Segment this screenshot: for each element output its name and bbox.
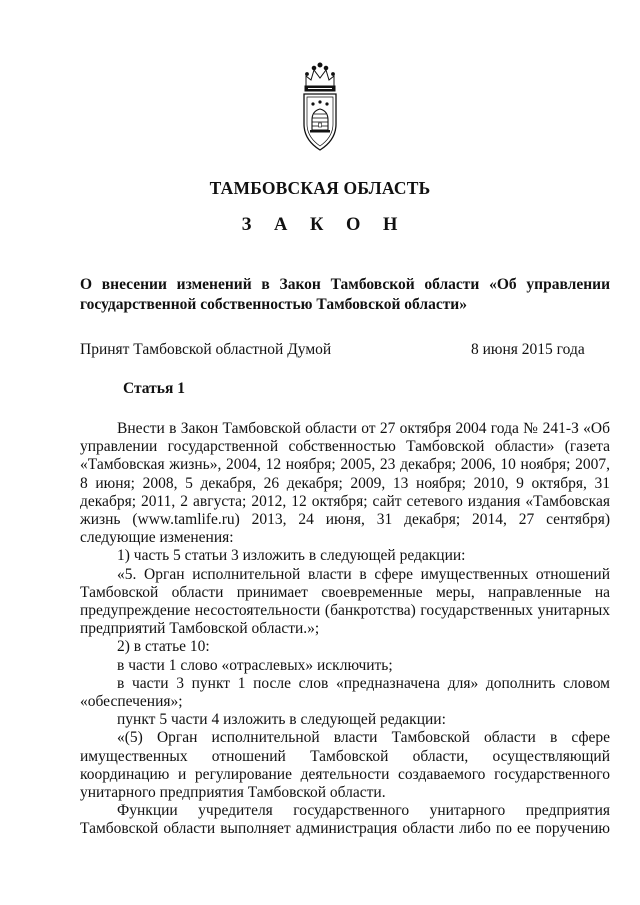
region-title: ТАМБОВСКАЯ ОБЛАСТЬ (209, 178, 431, 198)
article-line: жизнь (www.tamlife.ru) 2013, 24 июня, 31 декабря; 2014, 27 сентября) (80, 511, 610, 529)
article-line: координацию и регулирование деятельности создаваемого государственного (80, 765, 610, 783)
law-subject-line: О внесении изменений в Закон Тамбовской области «Об управлении (80, 276, 610, 293)
article-line: предприятий Тамбовской области.»; (80, 620, 320, 638)
article-line: Функции учредителя государственного унитарного предприятия (117, 802, 610, 820)
article-line: в части 1 слово «отраслевых» исключить; (117, 656, 393, 674)
article-line: Тамбовской области принимает своевременные меры, направленные на (80, 583, 610, 601)
law-subject (80, 275, 610, 315)
document-type: З А К О Н (241, 215, 407, 235)
article-line: декабря; 2011, 2 августа; 2012, 12 октября; сайт сетевого издания «Тамбовская (80, 492, 610, 510)
article-body (80, 420, 610, 839)
article-line: унитарного предприятия Тамбовской области. (80, 784, 386, 802)
article-line: «Тамбовская жизнь», 2004, 12 ноября; 2005, 23 декабря; 2006, 10 ноября; 2007, (80, 456, 610, 474)
article-line: «(5) Орган исполнительной власти Тамбовской области в сфере (117, 729, 610, 747)
article-line: «обеспечения»; (80, 693, 183, 711)
article-title: Статья 1 (123, 380, 185, 397)
article-line: в части 3 пункт 1 после слов «предназначена для» дополнить словом (117, 674, 610, 692)
article-line: «5. Орган исполнительной власти в сфере имущественных отношений (117, 565, 610, 583)
article-line: пункт 5 части 4 изложить в следующей редакции: (117, 711, 446, 729)
article-line: 2) в статье 10: (117, 638, 210, 656)
article-line: предупреждение несостоятельности (банкротства) государственных унитарных (80, 602, 610, 620)
article-line: управлении государственной собственностью Тамбовской области» (газета (80, 438, 610, 456)
article-line: имущественных отношений Тамбовской области, осуществляющий (80, 747, 610, 765)
article-line: Тамбовской области выполняет администрация области либо по ее поручению (80, 820, 610, 838)
article-line: 8 июня; 2008, 5 декабря, 26 декабря; 2009, 13 ноября; 2010, 9 октября, 31 (80, 474, 610, 492)
article-line: Внести в Закон Тамбовской области от 27 октября 2004 года № 241-З «Об (117, 420, 610, 437)
article-line: 1) часть 5 статьи 3 изложить в следующей редакции: (117, 547, 466, 565)
adoption-date: 8 июня 2015 года (471, 341, 585, 358)
article-line: следующие изменения: (80, 529, 234, 547)
law-subject-line: государственной собственностью Тамбовской области» (80, 296, 467, 313)
coat-of-arms-icon (298, 58, 342, 156)
adopted-by: Принят Тамбовской областной Думой (80, 341, 332, 358)
